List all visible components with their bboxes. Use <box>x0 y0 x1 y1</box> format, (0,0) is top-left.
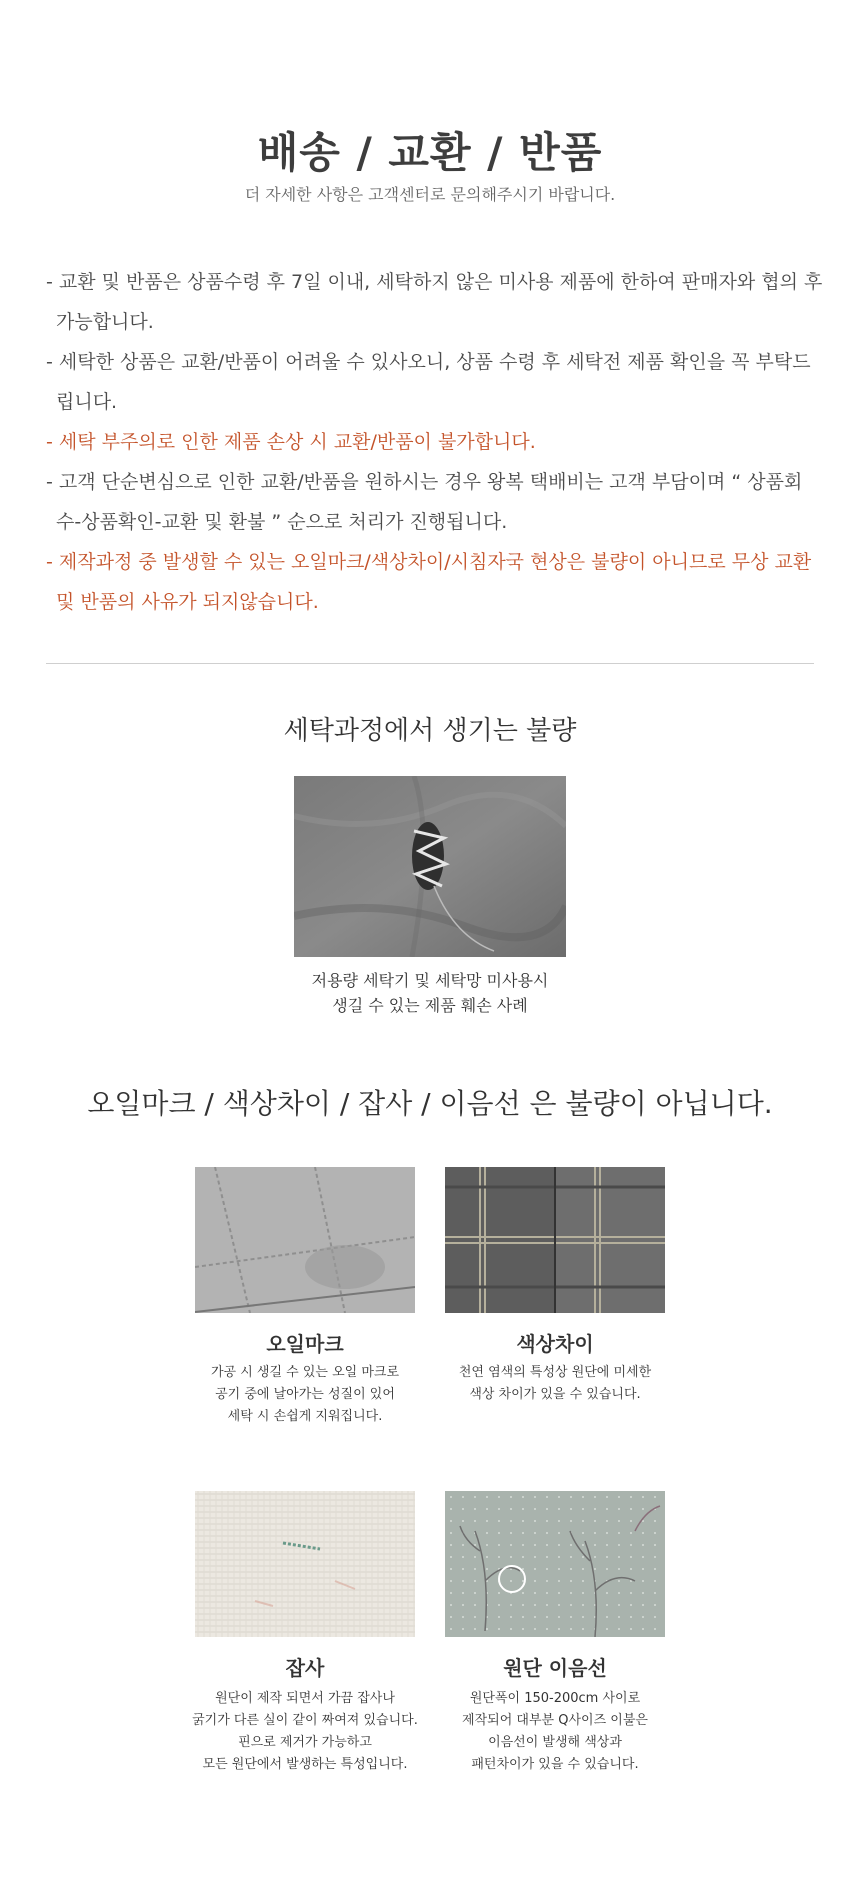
page-subtitle: 더 자세한 사항은 고객센터로 문의해주시기 바랍니다. <box>244 185 616 204</box>
defect-heading: 세탁과정에서 생기는 불량 <box>283 716 577 746</box>
policy-item: - 교환 및 반품은 상품수령 후 7일 이내, 세탁하지 않은 미사용 제품에 한하여 판매자와 협의 후 가능합니다. <box>46 271 823 333</box>
oil-mark-photo <box>195 1167 415 1313</box>
page-title: 배송 / 교환 / 반품 <box>257 128 603 177</box>
oil-mark-description: 가공 시 생길 수 있는 오일 마크로 공기 중에 날아가는 성질이 있어 세탁 시 손쉽게 지워집니다. <box>210 1365 400 1424</box>
policy-list <box>46 262 826 622</box>
section-divider <box>46 663 814 664</box>
policy-item: - 세탁한 상품은 교환/반품이 어려울 수 있사오니, 상품 수령 후 세탁전 제품 확인을 꼭 부탁드립니다. <box>46 351 811 413</box>
color-difference-photo <box>445 1167 665 1313</box>
stray-thread-photo <box>195 1491 415 1637</box>
damaged-fabric-photo <box>294 776 566 957</box>
color-difference-description: 천연 염색의 특성상 원단에 미세한 색상 차이가 있을 수 있습니다. <box>458 1365 652 1402</box>
not-defect-heading: 오일마크 / 색상차이 / 잡사 / 이음선 은 불량이 아닙니다. <box>87 1087 773 1120</box>
seam-line-title: 원단 이음선 <box>503 1656 607 1680</box>
seam-line-description: 원단폭이 150-200cm 사이로 제작되어 대부분 Q사이즈 이불은 이음선이 발생해 색상과 패턴차이가 있을 수 있습니다. <box>462 1691 648 1772</box>
stray-thread-description: 원단이 제작 되면서 가끔 잡사나 굵기가 다른 실이 같이 짜여져 있습니다. 핀으로 제거가 가능하고 모든 원단에서 발생하는 특성입니다. <box>192 1691 418 1772</box>
defect-caption: 저용량 세탁기 및 세탁망 미사용시 생길 수 있는 제품 훼손 사례 <box>311 971 549 1015</box>
oil-mark-title: 오일마크 <box>266 1332 344 1356</box>
policy-item-warning: - 제작과정 중 발생할 수 있는 오일마크/색상차이/시침자국 현상은 불량이 아니므로 무상 교환 및 반품의 사유가 되지않습니다. <box>46 551 812 613</box>
seam-line-photo <box>445 1491 665 1637</box>
stray-thread-title: 잡사 <box>285 1656 325 1680</box>
policy-item-warning: - 세탁 부주의로 인한 제품 손상 시 교환/반품이 불가합니다. <box>46 431 536 453</box>
policy-item: - 고객 단순변심으로 인한 교환/반품을 원하시는 경우 왕복 택배비는 고객 부담이며 “ 상품회수-상품확인-교환 및 환불 ” 순으로 처리가 진행됩니다. <box>46 471 803 533</box>
color-difference-title: 색상차이 <box>516 1332 594 1356</box>
